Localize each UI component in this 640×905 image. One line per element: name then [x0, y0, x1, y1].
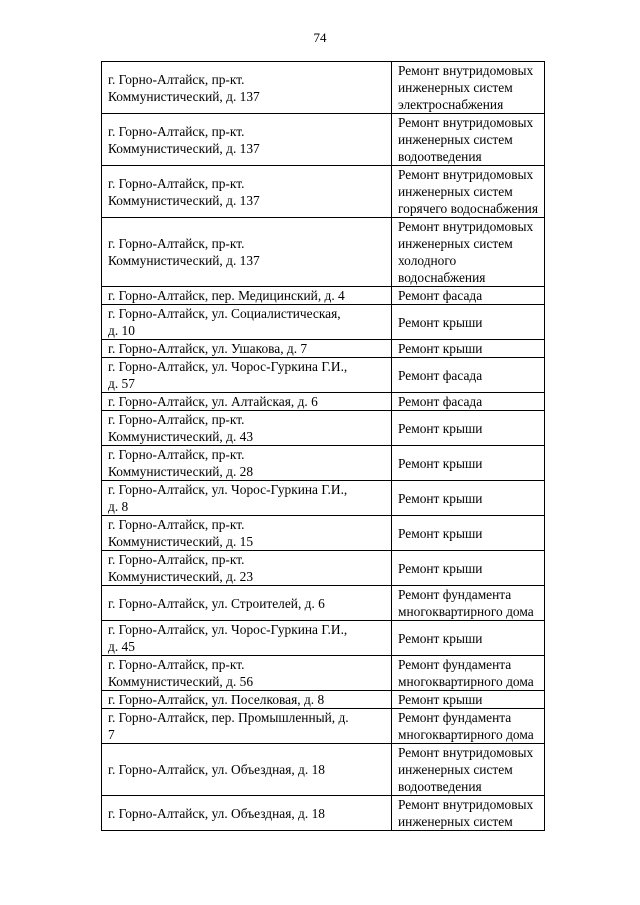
work-type-text: Ремонт фасада: [398, 394, 483, 409]
table-row: [102, 218, 545, 287]
table-row: [102, 358, 545, 393]
work-type-cell: [392, 62, 545, 114]
address-cell: [102, 551, 392, 586]
address-text: г. Горно-Алтайск, пр-кт. Коммунистический, д. 15: [108, 517, 254, 549]
address-text: г. Горно-Алтайск, пр-кт. Коммунистический, д. 137: [108, 236, 260, 268]
work-type-cell: [392, 516, 545, 551]
address-text: г. Горно-Алтайск, ул. Социалистическая, д. 10: [108, 306, 341, 338]
address-text: г. Горно-Алтайск, пр-кт. Коммунистический, д. 43: [108, 412, 254, 444]
work-type-cell: [392, 481, 545, 516]
work-type-text: Ремонт крыши: [398, 455, 483, 471]
work-type-text: Ремонт внутридомовых инженерных систем горячего водоснабжения: [398, 167, 539, 216]
table-body: [102, 62, 545, 831]
work-type-text: Ремонт крыши: [398, 341, 483, 356]
table-row: [102, 744, 545, 796]
work-type-text: Ремонт крыши: [398, 692, 483, 707]
address-cell: [102, 744, 392, 796]
table-row: [102, 691, 545, 709]
address-text: г. Горно-Алтайск, ул. Ушакова, д. 7: [108, 341, 308, 356]
work-type-cell: [392, 744, 545, 796]
address-text: г. Горно-Алтайск, пр-кт. Коммунистический, д. 137: [108, 71, 260, 104]
work-type-cell: [392, 621, 545, 656]
table-row: [102, 446, 545, 481]
address-text: г. Горно-Алтайск, пр-кт. Коммунистический, д. 28: [108, 447, 254, 479]
address-cell: [102, 691, 392, 709]
address-text: г. Горно-Алтайск, пр-кт. Коммунистический, д. 137: [108, 123, 260, 156]
work-type-text: Ремонт крыши: [398, 314, 483, 330]
address-cell: [102, 340, 392, 358]
table-row: [102, 166, 545, 218]
work-type-text: Ремонт внутридомовых инженерных систем: [398, 797, 534, 829]
address-cell: [102, 586, 392, 621]
work-type-cell: [392, 218, 545, 287]
table-row: [102, 586, 545, 621]
table-row: [102, 305, 545, 340]
work-type-text: Ремонт фасада: [398, 288, 483, 303]
table-row: [102, 709, 545, 744]
work-type-text: Ремонт крыши: [398, 630, 483, 646]
address-cell: [102, 218, 392, 287]
work-type-cell: [392, 796, 545, 831]
address-cell: [102, 796, 392, 831]
address-cell: [102, 393, 392, 411]
work-type-cell: [392, 358, 545, 393]
work-type-text: Ремонт фасада: [398, 367, 483, 383]
address-cell: [102, 62, 392, 114]
work-type-text: Ремонт внутридомовых инженерных систем водоотведения: [398, 745, 534, 794]
repair-table: [101, 61, 545, 831]
work-type-cell: [392, 586, 545, 621]
work-type-cell: [392, 114, 545, 166]
address-text: г. Горно-Алтайск, ул. Чорос-Гуркина Г.И., д. 8: [108, 482, 348, 514]
table-row: [102, 340, 545, 358]
address-cell: [102, 621, 392, 656]
work-type-text: Ремонт внутридомовых инженерных систем водоотведения: [398, 115, 534, 164]
address-cell: [102, 656, 392, 691]
work-type-text: Ремонт внутридомовых инженерных систем холодного водоснабжения: [398, 219, 534, 285]
table-row: [102, 516, 545, 551]
address-cell: [102, 305, 392, 340]
address-text: г. Горно-Алтайск, пр-кт. Коммунистический, д. 56: [108, 657, 254, 689]
address-text: г. Горно-Алтайск, пер. Промышленный, д. 7: [108, 710, 349, 742]
table-row: [102, 551, 545, 586]
work-type-text: Ремонт крыши: [398, 490, 483, 506]
work-type-cell: [392, 411, 545, 446]
table-row: [102, 411, 545, 446]
address-text: г. Горно-Алтайск, ул. Поселковая, д. 8: [108, 692, 325, 707]
table-row: [102, 796, 545, 831]
address-text: г. Горно-Алтайск, пер. Медицинский, д. 4: [108, 288, 345, 303]
address-text: г. Горно-Алтайск, пр-кт. Коммунистический, д. 23: [108, 552, 254, 584]
work-type-text: Ремонт крыши: [398, 525, 483, 541]
table-row: [102, 62, 545, 114]
table-row: [102, 481, 545, 516]
address-cell: [102, 709, 392, 744]
address-text: г. Горно-Алтайск, ул. Объездная, д. 18: [108, 805, 325, 821]
work-type-text: Ремонт внутридомовых инженерных систем электроснабжения: [398, 63, 534, 112]
work-type-cell: [392, 166, 545, 218]
work-type-text: Ремонт фундамента многоквартирного дома: [398, 710, 534, 742]
address-cell: [102, 411, 392, 446]
address-cell: [102, 358, 392, 393]
table-row: [102, 656, 545, 691]
address-cell: [102, 481, 392, 516]
work-type-cell: [392, 709, 545, 744]
work-type-text: Ремонт фундамента многоквартирного дома: [398, 657, 534, 689]
address-text: г. Горно-Алтайск, ул. Объездная, д. 18: [108, 762, 325, 777]
address-cell: [102, 166, 392, 218]
table-row: [102, 621, 545, 656]
work-type-cell: [392, 393, 545, 411]
work-type-cell: [392, 340, 545, 358]
table-row: [102, 287, 545, 305]
work-type-text: Ремонт крыши: [398, 560, 483, 576]
address-cell: [102, 446, 392, 481]
address-text: г. Горно-Алтайск, ул. Чорос-Гуркина Г.И., д. 45: [108, 622, 348, 654]
address-cell: [102, 516, 392, 551]
work-type-cell: [392, 691, 545, 709]
address-text: г. Горно-Алтайск, ул. Алтайская, д. 6: [108, 394, 318, 409]
page-number: 74: [313, 30, 327, 45]
work-type-cell: [392, 656, 545, 691]
address-text: г. Горно-Алтайск, ул. Чорос-Гуркина Г.И., д. 57: [108, 359, 348, 391]
work-type-cell: [392, 305, 545, 340]
work-type-cell: [392, 287, 545, 305]
address-cell: [102, 287, 392, 305]
address-text: г. Горно-Алтайск, пр-кт. Коммунистический, д. 137: [108, 175, 260, 208]
address-cell: [102, 114, 392, 166]
address-text: г. Горно-Алтайск, ул. Строителей, д. 6: [108, 595, 325, 611]
work-type-cell: [392, 446, 545, 481]
work-type-text: Ремонт фундамента многоквартирного дома: [398, 587, 534, 619]
work-type-cell: [392, 551, 545, 586]
work-type-text: Ремонт крыши: [398, 420, 483, 436]
table-row: [102, 393, 545, 411]
table-row: [102, 114, 545, 166]
